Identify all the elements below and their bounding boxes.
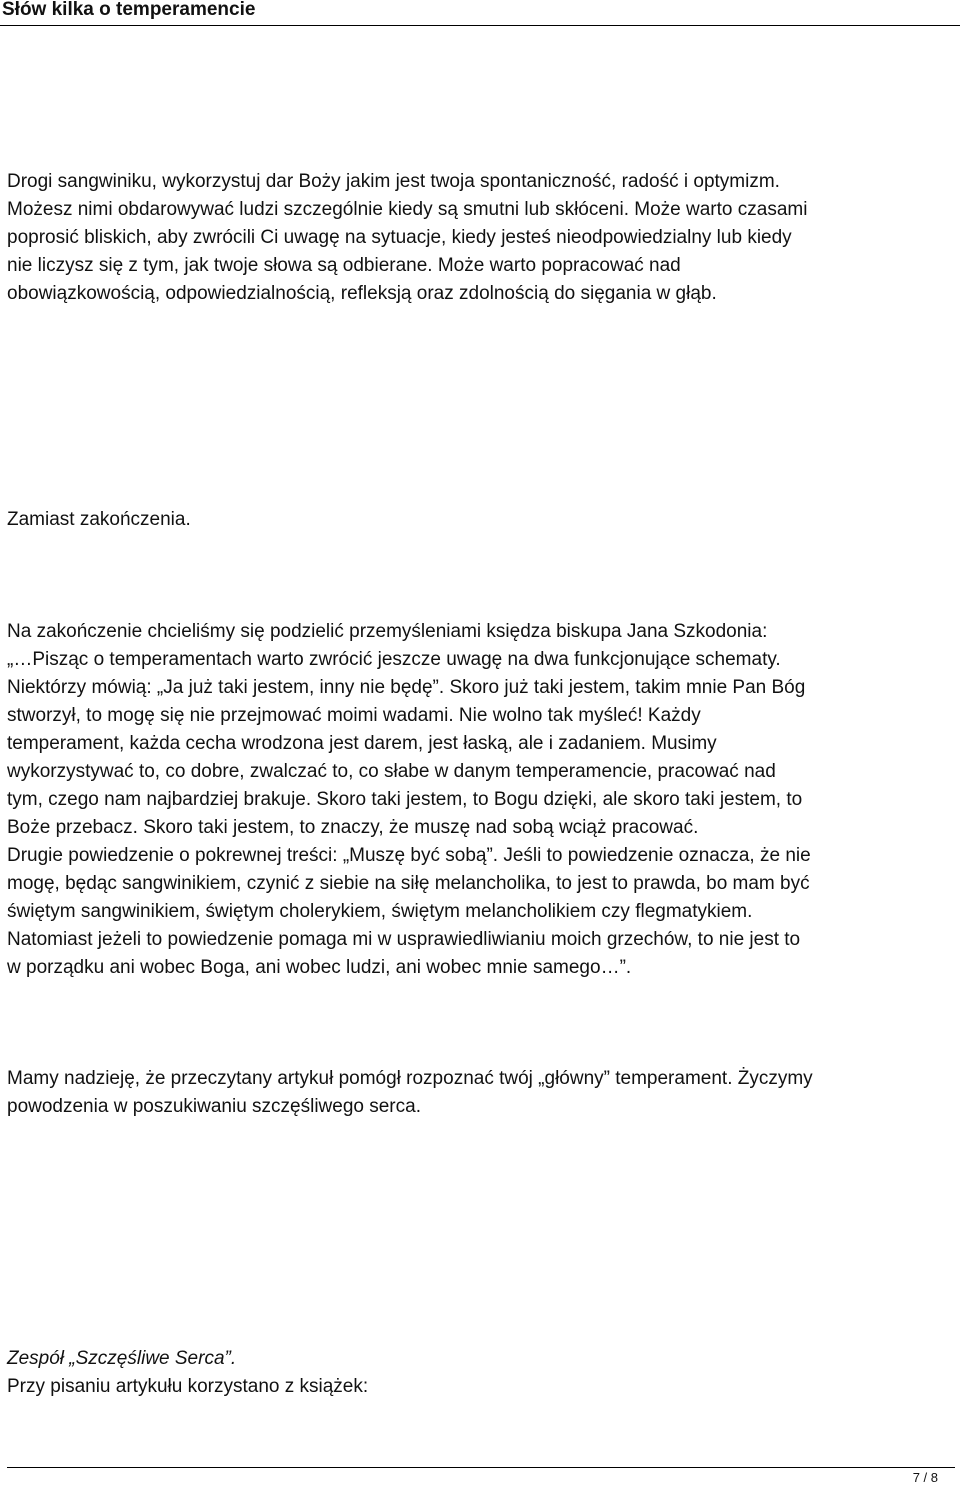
paragraph-line: Boże przebacz. Skoro taki jestem, to znaczy, że muszę nad sobą wciąż pracować. [7, 817, 699, 838]
paragraph-line: świętym sangwinikiem, świętym cholerykiem, świętym melancholikiem czy flegmatykiem. [7, 901, 753, 922]
paragraph-line: powodzenia w poszukiwaniu szczęśliwego serca. [7, 1096, 421, 1117]
paragraph-line: temperament, każda cecha wrodzona jest darem, jest łaską, ale i zadaniem. Musimy [7, 733, 717, 754]
paragraph-line: nie liczysz się z tym, jak twoje słowa są odbierane. Może warto popracować nad [7, 255, 681, 276]
paragraph-line: wykorzystywać to, co dobre, zwalczać to, co słabe w danym temperamencie, pracować nad [7, 761, 776, 782]
sources-intro-text: Przy pisaniu artykułu korzystano z książek: [7, 1376, 369, 1397]
paragraph-line: Drugie powiedzenie o pokrewnej treści: „Muszę być sobą”. Jeśli to powiedzenie oznacza, że nie [7, 845, 811, 866]
paragraph-line: „…Pisząc o temperamentach warto zwrócić jeszcze uwagę na dwa funkcjonujące schematy. [7, 649, 781, 670]
paragraph-line: Natomiast jeżeli to powiedzenie pomaga mi w usprawiedliwianiu moich grzechów, to nie jest to [7, 929, 801, 950]
paragraph-line: mogę, będąc sangwinikiem, czynić z siebie na siłę melancholika, to jest to prawda, bo mam być [7, 873, 810, 894]
page-title: Słów kilka o temperamencie [2, 0, 256, 20]
sources-intro [7, 1373, 955, 1401]
paragraph-line: poprosić bliskich, aby zwrócili Ci uwagę na sytuacje, kiedy jesteś nieodpowiedzialny lub kiedy [7, 227, 792, 248]
section-heading [7, 506, 955, 534]
paragraph-line: w porządku ani wobec Boga, ani wobec ludzi, ani wobec mnie samego…”. [7, 957, 632, 978]
sanguine-advice-paragraph [7, 168, 955, 308]
closing-heading: Zamiast zakończenia. [7, 509, 191, 530]
signature [7, 1345, 955, 1373]
paragraph-line: Możesz nimi obdarowywać ludzi szczególnie kiedy są smutni lub skłóceni. Może warto czasami [7, 199, 808, 220]
paragraph-line: tym, czego nam najbardziej brakuje. Skoro taki jestem, to Bogu dzięki, ale skoro taki jestem, to [7, 789, 803, 810]
paragraph-line: Mamy nadzieję, że przeczytany artykuł pomógł rozpoznać twój „główny” temperament. Życzymy [7, 1068, 813, 1089]
paragraph-line: Na zakończenie chcieliśmy się podzielić przemyśleniami księdza biskupa Jana Szkodonia: [7, 621, 768, 642]
page-number: 7 / 8 [912, 1470, 938, 1485]
paragraph-line: Niektórzy mówią: „Ja już taki jestem, inny nie będę”. Skoro już taki jestem, takim mnie Pan Bóg [7, 677, 806, 698]
paragraph-line: obowiązkowością, odpowiedzialnością, refleksją oraz zdolnością do sięgania w głąb. [7, 283, 717, 304]
signature-text: Zespół „Szczęśliwe Serca”. [7, 1348, 237, 1369]
paragraph-line: Drogi sangwiniku, wykorzystuj dar Boży jakim jest twoja spontaniczność, radość i optymizm. [7, 171, 780, 192]
bishop-quote-paragraph [7, 618, 955, 982]
paragraph-line: stworzył, to mogę się nie przejmować moimi wadami. Nie wolno tak myśleć! Każdy [7, 705, 701, 726]
footer-divider [7, 1467, 955, 1468]
page-header [0, 0, 960, 26]
wishes-paragraph [7, 1065, 955, 1121]
